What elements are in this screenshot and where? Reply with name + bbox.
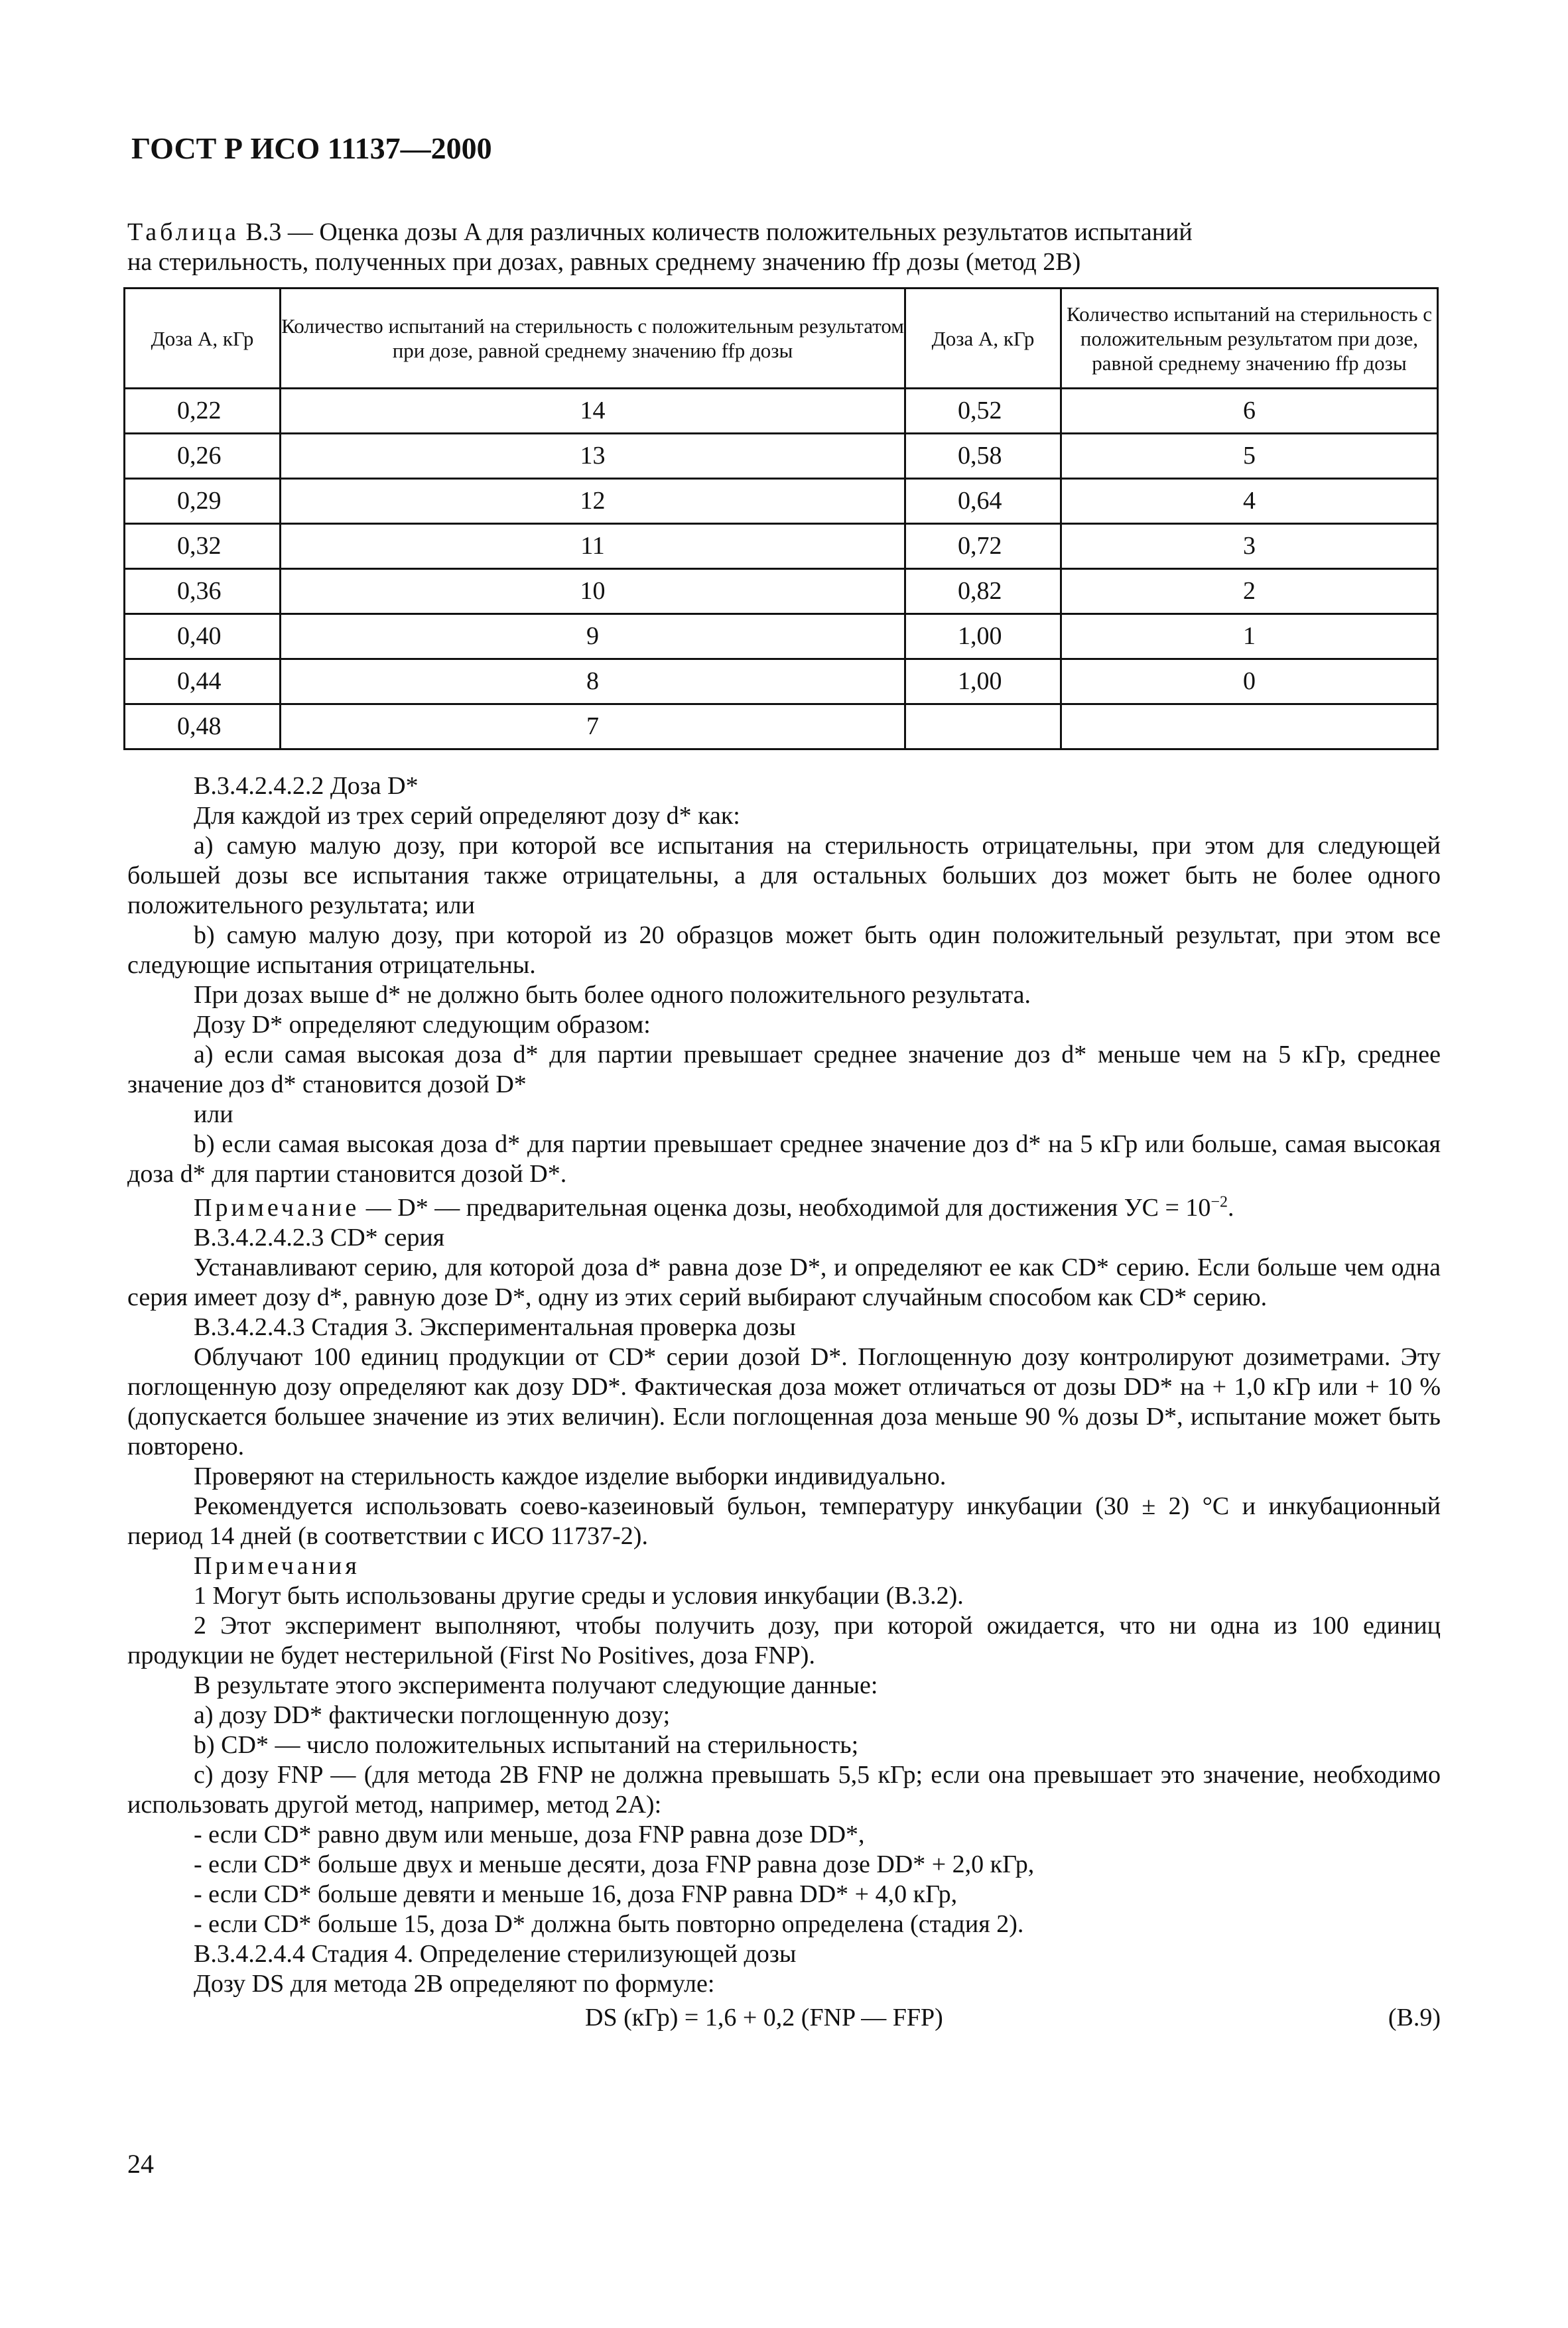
page-number: 24: [127, 2149, 154, 2179]
table-cell: 0,44: [125, 659, 281, 704]
note-end: .: [1227, 1194, 1234, 1222]
table-caption-label: Таблица: [127, 218, 240, 246]
notes-label: Примечания: [194, 1552, 360, 1580]
table-cell: 0,29: [125, 479, 281, 524]
column-header: Доза A, кГр: [125, 289, 281, 389]
note-text: — D* — предварительная оценка дозы, необходимой для достижения УС = 10: [359, 1194, 1211, 1222]
formula-number: (В.9): [1388, 2004, 1441, 2032]
body-text: [127, 771, 1441, 2037]
table-cell: 13: [281, 434, 905, 479]
table-cell: 9: [281, 614, 905, 659]
table-caption: [127, 218, 1441, 277]
table-cell: 0,22: [125, 389, 281, 434]
table-row: [125, 434, 1438, 479]
column-header: Количество испытаний на стерильность с положительным результатом при дозе, равной среднему значению ffp дозы: [1061, 289, 1438, 389]
table-header-row: [125, 289, 1438, 389]
note-item: 1 Могут быть использованы другие среды и условия инкубации (В.3.2).: [194, 1582, 964, 1610]
dash-item: - если CD* больше девяти и меньше 16, доза FNP равна DD* + 4,0 кГр,: [194, 1880, 958, 1908]
table-cell: [1061, 704, 1438, 749]
paragraph: или: [194, 1100, 233, 1128]
table-cell: 0,82: [905, 569, 1061, 614]
table-caption-text: В.3 — Оценка дозы A для различных количеств положительных результатов испытаний: [239, 218, 1193, 246]
table-cell: 2: [1061, 569, 1438, 614]
section-heading: В.3.4.2.4.2.2 Доза D*: [194, 772, 419, 800]
table-cell: 0,64: [905, 479, 1061, 524]
section-heading: В.3.4.2.4.3 Стадия 3. Экспериментальная проверка дозы: [194, 1313, 796, 1341]
paragraph: В результате этого эксперимента получают следующие данные:: [194, 1671, 878, 1699]
table-cell: 0,58: [905, 434, 1061, 479]
section-heading: В.3.4.2.4.4 Стадия 4. Определение стерилизующей дозы: [194, 1940, 797, 1968]
note-item: 2 Этот эксперимент выполняют, чтобы получить дозу, при которой ожидается, что ни одна из 100 единиц продукции не будет нестерильной (First No Positives, доза FNP).: [127, 1612, 1441, 1669]
note-label: Примечание: [194, 1194, 360, 1222]
paragraph: Для каждой из трех серий определяют дозу d* как:: [194, 802, 740, 830]
table-row: [125, 569, 1438, 614]
paragraph: c) дозу FNP — (для метода 2В FNP не должна превышать 5,5 кГр; если она превышает это значение, необходимо использовать другой метод, например, метод 2А):: [127, 1761, 1441, 1819]
table-cell: 0,52: [905, 389, 1061, 434]
table-cell: 0,40: [125, 614, 281, 659]
table-cell: 0,72: [905, 524, 1061, 569]
table-cell: 1: [1061, 614, 1438, 659]
paragraph: b) если самая высокая доза d* для партии превышает среднее значение доз d* на 5 кГр или больше, самая высокая доза d* для партии становится дозой D*.: [127, 1130, 1441, 1188]
table-cell: 0,36: [125, 569, 281, 614]
dash-item: - если CD* равно двум или меньше, доза FNP равна дозе DD*,: [194, 1821, 865, 1848]
table-cell: 12: [281, 479, 905, 524]
table-cell: 7: [281, 704, 905, 749]
section-heading: В.3.4.2.4.2.3 CD* серия: [194, 1224, 445, 1252]
table-cell: 0,32: [125, 524, 281, 569]
table-row: [125, 704, 1438, 749]
table-cell: 1,00: [905, 614, 1061, 659]
table-row: [125, 614, 1438, 659]
paragraph: a) дозу DD* фактически поглощенную дозу;: [194, 1701, 671, 1729]
paragraph: Дозу DS для метода 2В определяют по формуле:: [194, 1970, 715, 1998]
table-cell: 5: [1061, 434, 1438, 479]
table-cell: 0: [1061, 659, 1438, 704]
table-caption-line-1: [127, 218, 1441, 247]
note-exponent: −2: [1210, 1193, 1228, 1211]
table-cell: 4: [1061, 479, 1438, 524]
note: [127, 1193, 1441, 1223]
dash-item: - если CD* больше двух и меньше десяти, доза FNP равна дозе DD* + 2,0 кГр,: [194, 1850, 1035, 1878]
paragraph: Рекомендуется использовать соево-казеиновый бульон, температуру инкубации (30 ± 2) °С и инкубационный период 14 дней (в соответствии с ИСО 11737-2).: [127, 1492, 1441, 1550]
table-row: [125, 659, 1438, 704]
formula-expression: DS (кГр) = 1,6 + 0,2 (FNP — FFP): [585, 2004, 943, 2032]
table-cell: 3: [1061, 524, 1438, 569]
paragraph: b) CD* — число положительных испытаний на стерильность;: [194, 1731, 859, 1759]
paragraph: a) если самая высокая доза d* для партии превышает среднее значение доз d* меньше чем на 5 кГр, среднее значение доз d* становится дозой D*: [127, 1041, 1441, 1098]
paragraph: При дозах выше d* не должно быть более одного положительного результата.: [194, 981, 1031, 1009]
formula: [127, 2003, 1441, 2037]
table-caption-line-2: на стерильность, полученных при дозах, равных среднему значению ffp дозы (метод 2В): [127, 248, 1081, 276]
paragraph: Устанавливают серию, для которой доза d* равна дозе D*, и определяют ее как CD* серию. Если больше чем одна серия имеет дозу d*, равную дозе D*, одну из этих серий выбирают случайным способом как CD* серию.: [127, 1254, 1441, 1311]
column-header: Количество испытаний на стерильность с положительным результатом при дозе, равной среднему значению ffp дозы: [281, 289, 905, 389]
table-cell: 10: [281, 569, 905, 614]
table-cell: 1,00: [905, 659, 1061, 704]
paragraph: Проверяют на стерильность каждое изделие выборки индивидуально.: [194, 1462, 947, 1490]
table-cell: [905, 704, 1061, 749]
table-row: [125, 389, 1438, 434]
table-cell: 14: [281, 389, 905, 434]
table-cell: 8: [281, 659, 905, 704]
column-header: Доза A, кГр: [905, 289, 1061, 389]
dose-table: [123, 287, 1439, 750]
paragraph: Дозу D* определяют следующим образом:: [194, 1011, 651, 1039]
dash-item: - если CD* больше 15, доза D* должна быть повторно определена (стадия 2).: [194, 1910, 1024, 1938]
table-cell: 11: [281, 524, 905, 569]
paragraph: b) самую малую дозу, при которой из 20 образцов может быть один положительный результат, при этом все следующие испытания отрицательны.: [127, 921, 1441, 979]
paragraph: a) самую малую дозу, при которой все испытания на стерильность отрицательны, при этом для следующей большей дозы все испытания также отрицательны, а для остальных больших доз может быть не более одного положительного результата; или: [127, 832, 1441, 919]
paragraph: Облучают 100 единиц продукции от CD* серии дозой D*. Поглощенную дозу контролируют дозиметрами. Эту поглощенную дозу определяют как дозу DD*. Фактическая доза может отличаться от дозы DD* на + 1,0 кГр или + 10 % (допускается большее значение из этих величин). Если поглощенная доза меньше 90 % дозы D*, испытание может быть повторено.: [127, 1343, 1441, 1460]
standard-header: ГОСТ Р ИСО 11137—2000: [131, 131, 492, 165]
table-row: [125, 524, 1438, 569]
table-cell: 0,48: [125, 704, 281, 749]
table-row: [125, 479, 1438, 524]
table-cell: 0,26: [125, 434, 281, 479]
table-cell: 6: [1061, 389, 1438, 434]
